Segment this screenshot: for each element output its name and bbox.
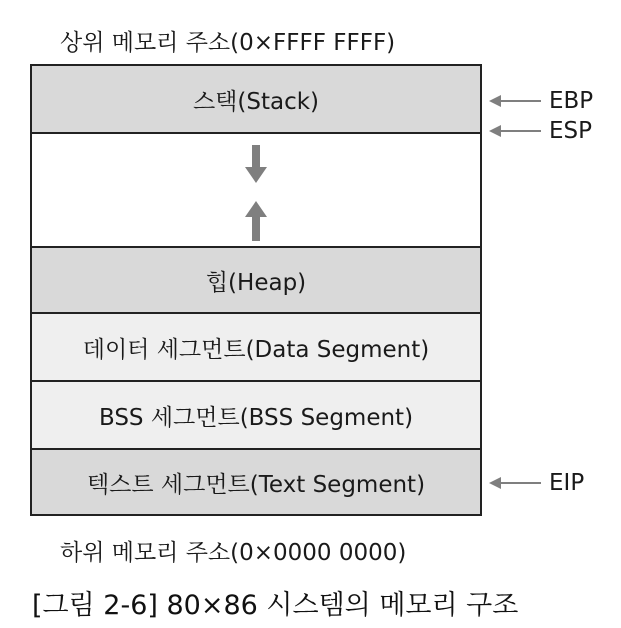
figure-caption: [그림 2-6] 80×86 시스템의 메모리 구조 <box>32 590 519 621</box>
eip-pointer <box>489 470 584 496</box>
ebp-pointer <box>489 88 593 114</box>
heap-segment-label: 힙(Heap) <box>205 269 307 296</box>
growth-arrows <box>241 135 271 245</box>
left-arrow-icon <box>489 476 541 490</box>
stack-segment-label: 스택(Stack) <box>192 88 320 115</box>
bss-segment-label: BSS 세그먼트(BSS Segment) <box>98 404 414 431</box>
eip-label: EIP <box>549 470 585 496</box>
up-arrow-icon <box>245 201 267 241</box>
high-memory-address-label: 상위 메모리 주소(0×FFFF FFFF) <box>60 30 396 56</box>
low-memory-address-label: 하위 메모리 주소(0×0000 0000) <box>60 540 407 566</box>
left-arrow-icon <box>489 124 541 138</box>
heap-segment <box>32 248 480 314</box>
bss-segment <box>32 382 480 450</box>
text-segment-label: 텍스트 세그먼트(Text Segment) <box>86 471 426 498</box>
esp-label: ESP <box>549 118 593 144</box>
text-segment <box>32 450 480 514</box>
stack-segment <box>32 66 480 134</box>
left-arrow-icon <box>489 94 541 108</box>
esp-pointer <box>489 118 592 144</box>
data-segment <box>32 314 480 382</box>
down-arrow-icon <box>245 145 267 183</box>
data-segment-label: 데이터 세그먼트(Data Segment) <box>82 336 430 363</box>
ebp-label: EBP <box>549 88 594 114</box>
memory-layout-diagram <box>30 64 482 516</box>
free-space-region <box>32 134 480 248</box>
